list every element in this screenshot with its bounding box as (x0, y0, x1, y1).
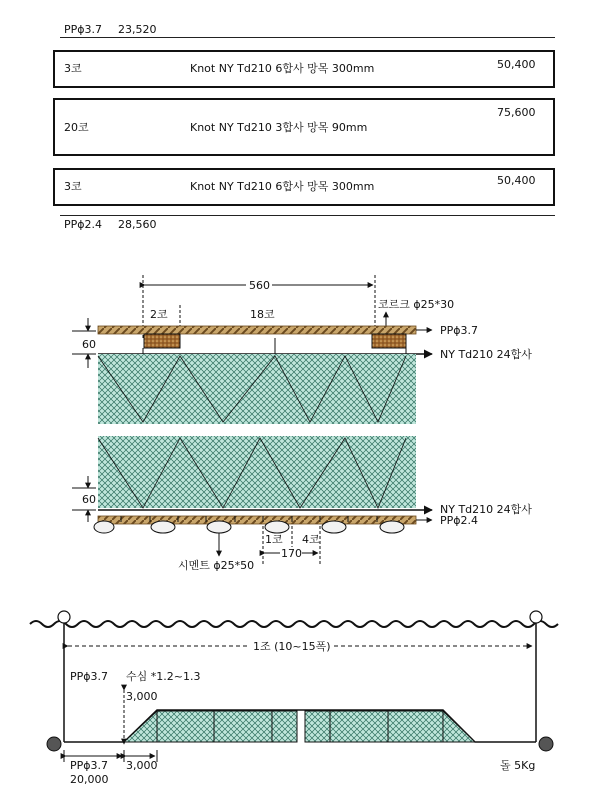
bottom-rope-length: 28,560 (118, 218, 157, 231)
anchor-stone-right (539, 737, 553, 751)
spec-row-spec: Knot NY Td210 6합사 망목 300mm (190, 180, 375, 193)
left-rope-label: PPϕ3.7 (70, 670, 109, 683)
one-count-label: 1코 (265, 533, 283, 546)
bottom-rope-callout: PPϕ2.4 (440, 514, 479, 527)
spec-row-count: 3코 (64, 180, 82, 193)
top-float-rope (98, 326, 416, 334)
bottom-rope-label: PPϕ3.7 (70, 759, 109, 772)
top-rope-label: PPϕ3.7 (64, 23, 103, 36)
rig-net-left-wing (124, 711, 157, 742)
spec-row-value: 50,400 (497, 58, 536, 71)
spec-row-count: 3코 (64, 62, 82, 75)
upper-net-panel (98, 354, 416, 424)
spec-row-value: 75,600 (497, 106, 536, 119)
width-dim-label: 560 (249, 279, 270, 292)
water-surface (30, 621, 558, 627)
spec-row-spec: Knot NY Td210 6합사 망목 300mm (190, 62, 375, 75)
top-depth-label: 60 (82, 338, 96, 351)
lower-net-panel (98, 436, 416, 508)
top-rope-callout: PPϕ3.7 (440, 324, 479, 337)
anchor-label: 돌 5Kg (500, 759, 536, 772)
slope-length-label: 3,000 (126, 690, 158, 703)
bottom-depth-label: 60 (82, 493, 96, 506)
mid-count-label: 18코 (250, 308, 275, 321)
sinker (380, 521, 404, 533)
depth-label: 수심 *1.2~1.3 (126, 670, 201, 683)
sinker (94, 521, 114, 533)
bottom-twine-callout: NY Td210 24합사 (440, 503, 532, 516)
rig-net-right (305, 711, 443, 742)
bottom-length-label: 20,000 (70, 773, 109, 786)
top-twine-callout: NY Td210 24합사 (440, 348, 532, 361)
rig-net-left (157, 711, 297, 742)
spec-row-count: 20코 (64, 121, 89, 134)
spacing-label: 170 (281, 547, 302, 560)
spec-row-value: 50,400 (497, 174, 536, 187)
bottom-lead-rope (98, 516, 416, 524)
sinker (265, 521, 289, 533)
spec-row-spec: Knot NY Td210 3합사 망목 90mm (190, 121, 368, 134)
anchor-stone-left (47, 737, 61, 751)
four-count-label: 4코 (302, 533, 320, 546)
sinker (207, 521, 231, 533)
sinker (322, 521, 346, 533)
bottom-rope-label: PPϕ2.4 (64, 218, 103, 231)
sinker-label: 시멘트 ϕ25*50 (178, 559, 255, 572)
sinker (151, 521, 175, 533)
rig-net-right-wing (443, 711, 475, 742)
cork-float-left (144, 334, 180, 348)
cork-label: 코르크 ϕ25*30 (378, 298, 455, 311)
buoy-right (530, 611, 542, 623)
cork-float-right (372, 334, 406, 348)
top-rope-length: 23,520 (118, 23, 157, 36)
left-count-label: 2코 (150, 308, 168, 321)
span-label: 1조 (10~15폭) (253, 640, 331, 653)
bottom-length-label-2: 3,000 (126, 759, 158, 772)
buoy-left (58, 611, 70, 623)
